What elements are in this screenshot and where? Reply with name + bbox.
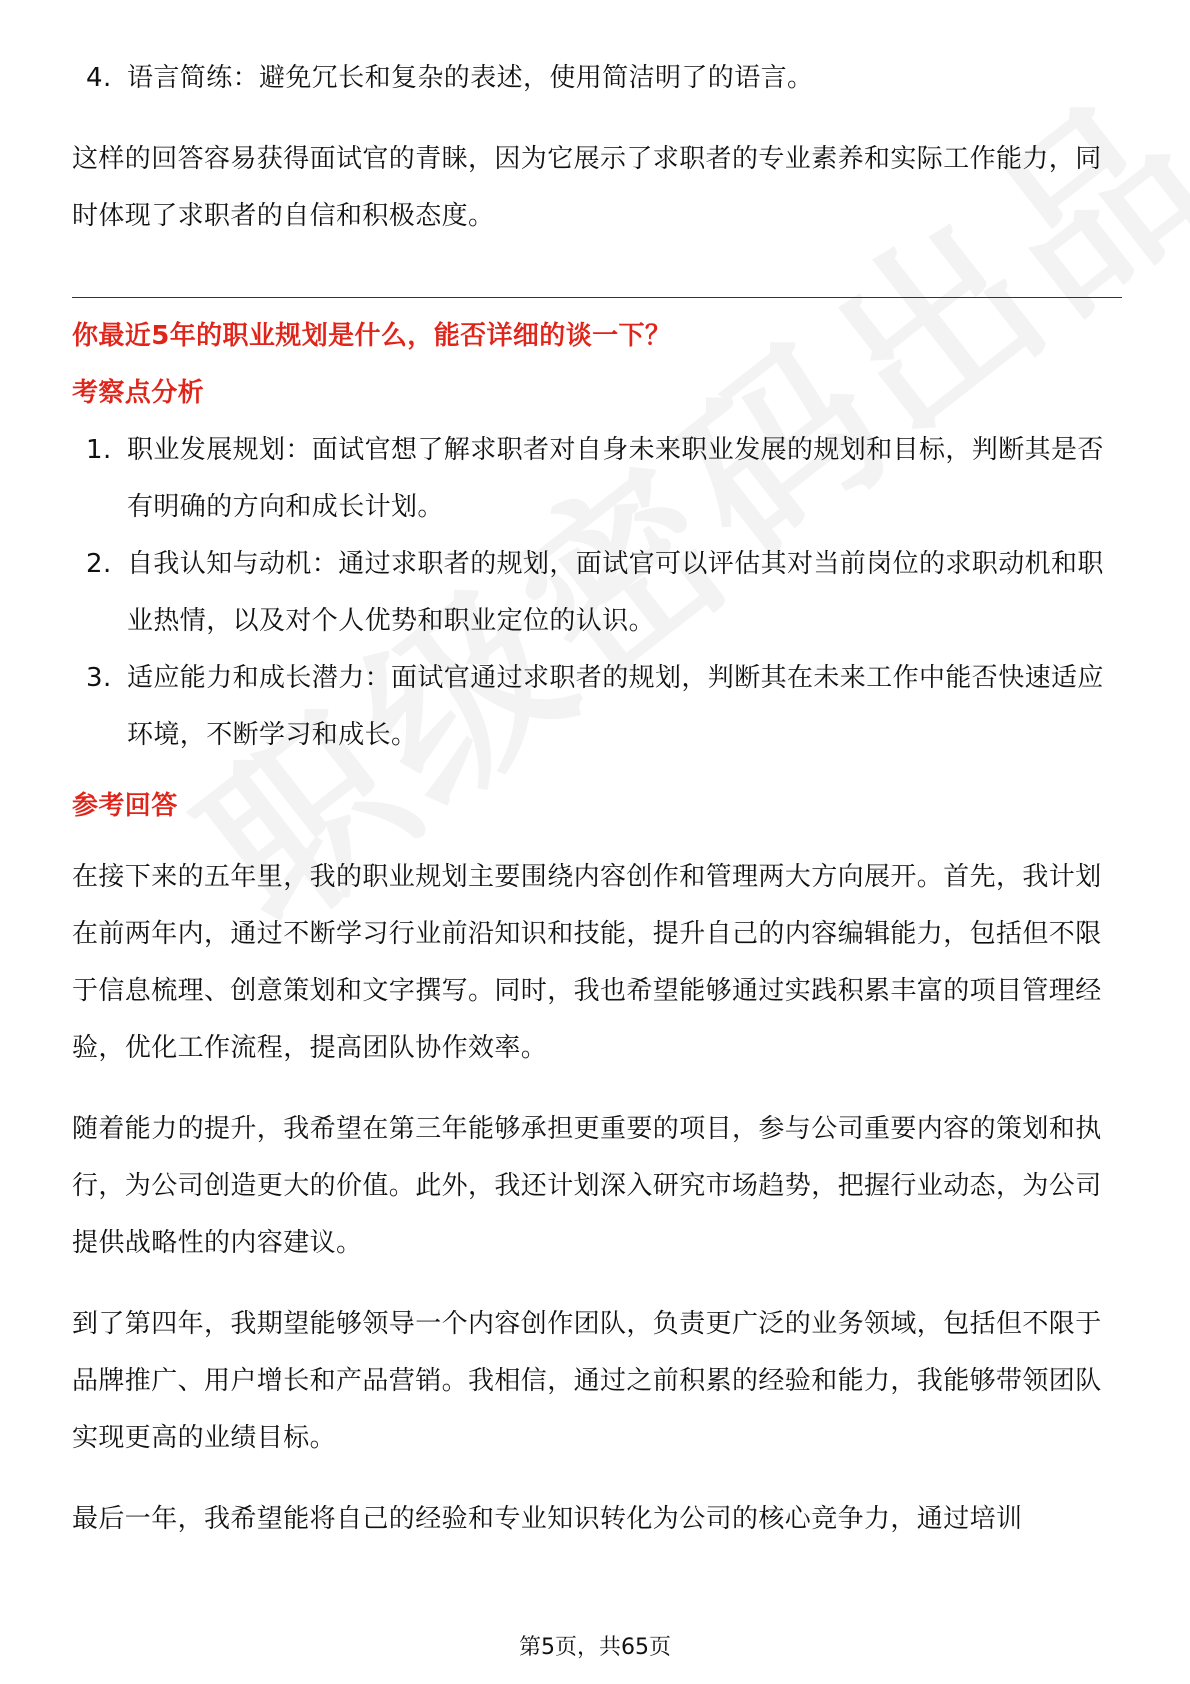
- list-item-text: 职业发展规划：面试官想了解求职者对自身未来职业发展的规划和目标，判断其是否有明确的方向和成长计划。: [127, 435, 1104, 522]
- intro-paragraph: 这样的回答容易获得面试官的青睐，因为它展示了求职者的专业素养和实际工作能力，同时体现了求职者的自信和积极态度。: [72, 144, 1102, 231]
- answer-paragraph: 到了第四年，我期望能够领导一个内容创作团队，负责更广泛的业务领域，包括但不限于品牌推广、用户增长和产品营销。我相信，通过之前积累的经验和能力，我能够带领团队实现更高的业绩目标。: [72, 1309, 1102, 1453]
- top-numbered-list: [72, 50, 1122, 107]
- answer-paragraph: 最后一年，我希望能将自己的经验和专业知识转化为公司的核心竞争力，通过培训: [72, 1504, 1023, 1534]
- answer-paragraph: 随着能力的提升，我希望在第三年能够承担更重要的项目，参与公司重要内容的策划和执行，为公司创造更大的价值。此外，我还计划深入研究市场趋势，把握行业动态，为公司提供战略性的内容建议。: [72, 1114, 1102, 1258]
- list-item: [72, 536, 1122, 650]
- list-item: [72, 650, 1122, 764]
- list-item-text: 适应能力和成长潜力：面试官通过求职者的规划，判断其在未来工作中能否快速适应环境，不断学习和成长。: [127, 663, 1104, 750]
- list-item-text: 自我认知与动机：通过求职者的规划，面试官可以评估其对当前岗位的求职动机和职业热情，以及对个人优势和职业定位的认识。: [127, 549, 1104, 636]
- list-item: [72, 50, 1122, 107]
- list-item: [72, 422, 1122, 536]
- analysis-list: [72, 422, 1122, 764]
- list-item-number: 3.: [86, 663, 112, 693]
- analysis-heading: 考察点分析: [72, 378, 205, 408]
- question-heading: 你最近5年的职业规划是什么，能否详细的谈一下？: [72, 321, 672, 351]
- list-item-number: 4.: [86, 63, 112, 93]
- list-item-text: 语言简练：避免冗长和复杂的表述，使用简洁明了的语言。: [127, 63, 814, 93]
- section-divider: [72, 297, 1122, 298]
- answer-heading: 参考回答: [72, 791, 178, 821]
- page-content: [72, 50, 1122, 1548]
- answer-paragraph: 在接下来的五年里，我的职业规划主要围绕内容创作和管理两大方向展开。首先，我计划在前两年内，通过不断学习行业前沿知识和技能，提升自己的内容编辑能力，包括但不限于信息梳理、创意策划和文字撰写。同时，我也希望能够通过实践积累丰富的项目管理经验，优化工作流程，提高团队协作效率。: [72, 862, 1102, 1063]
- page-footer: 第5页，共65页: [519, 1635, 671, 1660]
- list-item-number: 2.: [86, 549, 112, 579]
- list-item-number: 1.: [86, 435, 112, 465]
